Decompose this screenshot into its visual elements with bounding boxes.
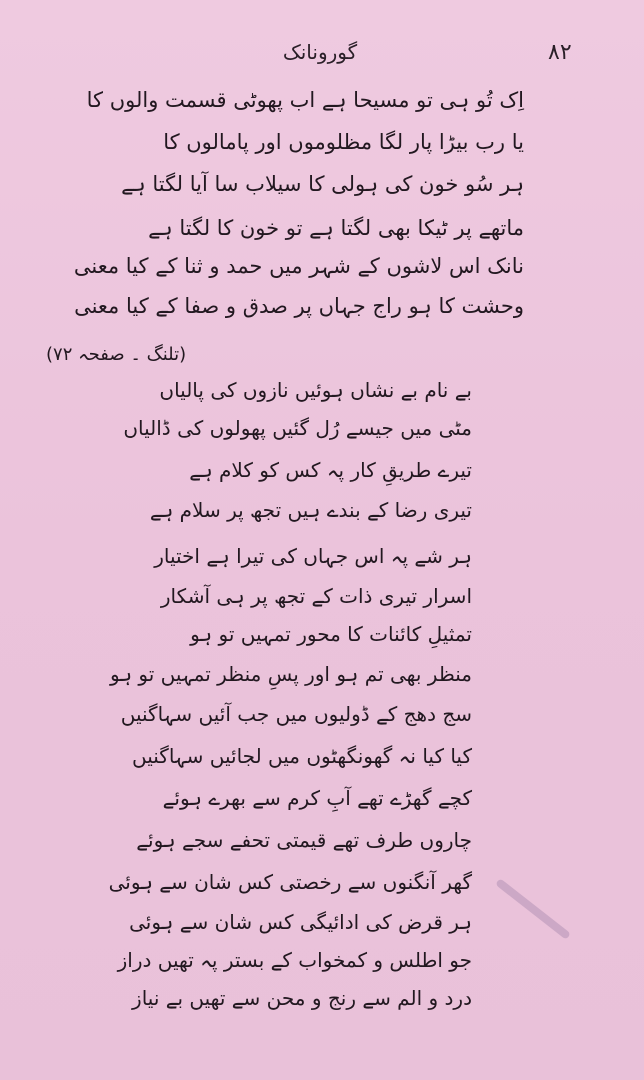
ink-smudge xyxy=(495,878,571,940)
verse-line: ماتھے پر ٹیکا بھی لگتا ہے تو خون کا لگتا ہے xyxy=(148,216,524,240)
verse-line: مٹی میں جیسے رُل گئیں پھولوں کی ڈالیاں xyxy=(123,416,472,440)
verse-line: تیرے طریقِ کار پہ کس کو کلام ہے xyxy=(189,458,472,482)
verse-line: وحشت کا ہو راج جہاں پر صدق و صفا کے کیا معنی xyxy=(74,294,524,318)
verse-line: سج دھج کے ڈولیوں میں جب آئیں سہاگنیں xyxy=(120,702,472,726)
verse-line: جو اطلس و کمخواب کے بستر پہ تھیں دراز xyxy=(117,948,472,972)
verse-line: کچے گھڑے تھے آبِ کرم سے بھرے ہوئے xyxy=(162,786,472,810)
verse-line: منظر بھی تم ہو اور پسِ منظر تمہیں تو ہو xyxy=(110,662,472,686)
verse-line: ہر قرض کی ادائیگی کس شان سے ہوئی xyxy=(129,910,472,934)
verse-line: چاروں طرف تھے قیمتی تحفے سجے ہوئے xyxy=(136,828,472,852)
verse-line: درد و الم سے رنج و محن سے تھیں بے نیاز xyxy=(132,986,472,1010)
verse-line: اِک تُو ہی تو مسیحا ہے اب پھوٹی قسمت والوں کا xyxy=(86,88,524,112)
page-number: ۸۲ xyxy=(548,40,572,65)
verse-line: تمثیلِ کائنات کا محور تمہیں تو ہو xyxy=(190,622,472,646)
verse-line: بے نام بے نشاں ہوئیں نازوں کی پالیاں xyxy=(159,378,472,402)
verse-line: گھر آنگنوں سے رخصتی کس شان سے ہوئی xyxy=(108,870,472,894)
verse-line: تیری رضا کے بندے ہیں تجھ پر سلام ہے xyxy=(149,498,472,522)
verse-line: کیا کیا نہ گھونگھٹوں میں لجائیں سہاگنیں xyxy=(132,744,472,768)
verse-line: نانک اس لاشوں کے شہر میں حمد و ثنا کے کیا معنی xyxy=(73,254,524,278)
verse-line: یا رب بیڑا پار لگا مظلوموں اور پامالوں کا xyxy=(163,130,524,154)
verse-line: ہر شے پہ اس جہاں کی تیرا ہے اختیار xyxy=(154,544,472,568)
verse-line: اسرار تیری ذات کے تجھ پر ہی آشکار xyxy=(160,584,472,608)
source-reference: (تلنگ ۔ صفحہ ۷۲) xyxy=(46,344,187,365)
running-title: گورونانک xyxy=(282,40,358,64)
verse-line: ہر سُو خون کی ہولی کا سیلاب سا آیا لگتا ہے xyxy=(121,172,524,196)
